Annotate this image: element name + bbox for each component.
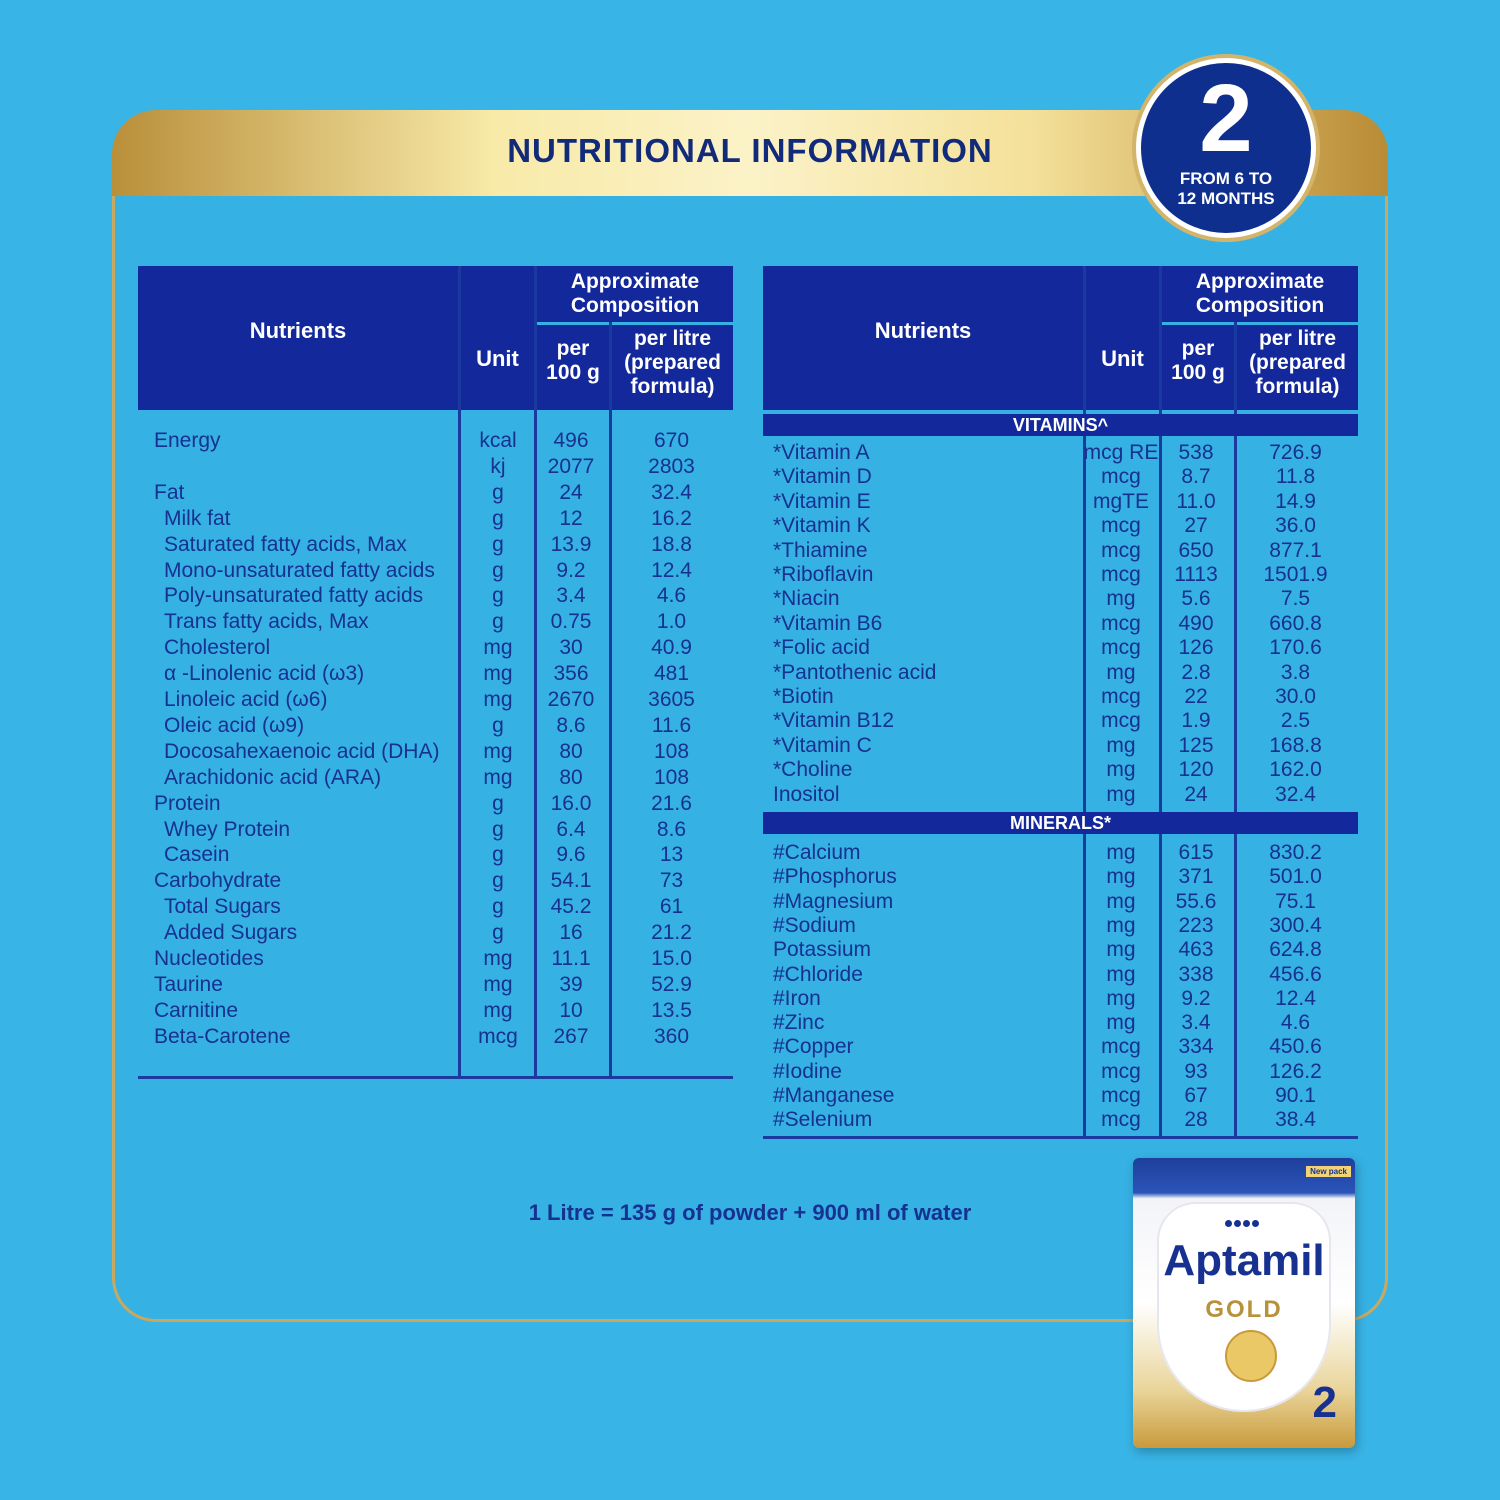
nutrient-per-100g: 11.1 bbox=[551, 947, 591, 970]
nutrient-per-100g: 22 bbox=[1184, 685, 1208, 708]
nutrient-per-litre: 660.8 bbox=[1269, 611, 1322, 635]
left-per100-line1: per bbox=[556, 337, 590, 360]
nutrient-per-litre: 300.4 bbox=[1269, 913, 1322, 937]
nutrient-per-litre: 38.4 bbox=[1275, 1108, 1316, 1132]
nutrient-unit: mg bbox=[1106, 962, 1136, 986]
nutrient-unit: mg bbox=[483, 998, 513, 1022]
nutrient-unit: mcg bbox=[1101, 1108, 1141, 1132]
nutrient-unit: mg bbox=[1106, 782, 1136, 806]
left-header-per100 bbox=[537, 325, 609, 410]
nutrient-unit: g bbox=[492, 791, 504, 815]
right-divider-2 bbox=[1159, 266, 1162, 414]
right-perlitre-line3: formula) bbox=[1255, 375, 1340, 398]
nutrient-per-litre: 36.0 bbox=[1275, 514, 1316, 538]
nutrient-per-100g: 490 bbox=[1178, 611, 1214, 635]
nutrient-name: Oleic acid (ω9) bbox=[164, 713, 305, 737]
nutrient-per-100g: 2077 bbox=[547, 454, 595, 478]
nutrient-per-100g: 80 bbox=[559, 765, 583, 789]
nutrient-per-100g: 371 bbox=[1178, 865, 1214, 889]
pack-brand: Aptamil bbox=[1163, 1236, 1325, 1285]
nutrient-name: Casein bbox=[164, 843, 230, 867]
nutrient-per-litre: 3.8 bbox=[1280, 660, 1311, 684]
nutrient-name: #Selenium bbox=[773, 1108, 873, 1132]
nutrient-per-100g: 8.6 bbox=[556, 713, 586, 737]
nutrient-per-litre: 1.0 bbox=[656, 610, 687, 634]
page-title: NUTRITIONAL INFORMATION bbox=[507, 132, 993, 169]
nutrient-unit: g bbox=[492, 843, 504, 867]
nutrient-name: Energy bbox=[154, 429, 221, 452]
left-per100-line2: 100 g bbox=[546, 361, 600, 384]
nutrient-per-litre: 11.8 bbox=[1275, 465, 1316, 489]
nutrient-name: #Manganese bbox=[773, 1084, 895, 1107]
nutrient-unit: mg bbox=[1106, 938, 1136, 962]
nutrient-per-100g: 126 bbox=[1178, 636, 1214, 660]
nutrient-name: *Vitamin B6 bbox=[773, 611, 883, 635]
nutrient-per-100g: 338 bbox=[1178, 962, 1214, 986]
nutrient-per-litre: 501.0 bbox=[1269, 865, 1322, 889]
nutrient-per-litre: 360 bbox=[653, 1024, 690, 1048]
nutrient-name: Added Sugars bbox=[164, 921, 298, 945]
nutrient-per-100g: 223 bbox=[1178, 913, 1214, 937]
nutrient-name: *Riboflavin bbox=[773, 563, 874, 586]
right-per100-line2: 100 g bbox=[1171, 361, 1225, 384]
nutrient-per-100g: 67 bbox=[1184, 1084, 1208, 1107]
nutrient-name: *Vitamin C bbox=[773, 733, 872, 757]
nutrient-unit: mg bbox=[1106, 1011, 1136, 1035]
pack-new-tag: New pack bbox=[1306, 1166, 1351, 1177]
product-pack-image bbox=[1133, 1158, 1355, 1448]
nutrient-per-litre: 30.0 bbox=[1275, 685, 1316, 708]
nutrient-unit: mcg bbox=[1101, 636, 1141, 660]
nutrient-unit: g bbox=[492, 532, 504, 556]
stage-number: 2 bbox=[1199, 65, 1253, 172]
nutrient-per-100g: 24 bbox=[1184, 782, 1208, 806]
nutrient-per-litre: 11.6 bbox=[651, 713, 692, 737]
nutrient-name: *Vitamin D bbox=[773, 465, 872, 489]
right-approx-line2: Composition bbox=[1195, 294, 1325, 317]
nutrient-per-100g: 54.1 bbox=[550, 869, 592, 893]
nutrient-name: *Vitamin B12 bbox=[773, 709, 895, 733]
nutrient-per-litre: 2.5 bbox=[1280, 709, 1311, 733]
nutrient-unit: mcg bbox=[1101, 514, 1141, 538]
nutrient-per-litre: 18.8 bbox=[651, 532, 692, 556]
nutrient-name: Saturated fatty acids, Max bbox=[164, 532, 407, 556]
nutrient-per-litre: 670 bbox=[653, 429, 690, 452]
nutrient-unit: mg bbox=[1106, 841, 1136, 864]
nutrient-per-100g: 463 bbox=[1178, 938, 1214, 962]
nutrient-unit: mcg bbox=[1101, 709, 1141, 733]
nutrient-unit: mcg bbox=[1101, 538, 1141, 562]
right-bottom-rule bbox=[763, 1136, 1358, 1139]
nutrient-per-100g: 13.9 bbox=[550, 532, 592, 556]
right-divider-3 bbox=[1234, 322, 1237, 414]
nutrient-name: Inositol bbox=[773, 782, 840, 806]
nutrient-per-litre: 456.6 bbox=[1269, 962, 1322, 986]
nutrient-per-100g: 0.75 bbox=[550, 610, 592, 634]
nutrient-unit: mg bbox=[483, 972, 513, 996]
nutrient-unit: mcg bbox=[1101, 1084, 1141, 1107]
nutrient-per-litre: 13 bbox=[659, 843, 684, 867]
nutrient-per-100g: 9.6 bbox=[556, 843, 586, 867]
preparation-note: 1 Litre = 135 g of powder + 900 ml of water bbox=[528, 1200, 972, 1225]
nutrient-per-litre: 168.8 bbox=[1269, 733, 1322, 757]
nutrient-per-100g: 80 bbox=[559, 739, 583, 763]
nutrient-name: Fat bbox=[154, 480, 185, 504]
nutrient-name: #Zinc bbox=[773, 1011, 825, 1035]
nutrient-per-100g: 3.4 bbox=[556, 584, 586, 608]
left-header-nutrients bbox=[138, 266, 458, 410]
nutrient-per-100g: 9.2 bbox=[1181, 986, 1211, 1010]
nutrient-unit: mg bbox=[483, 765, 513, 789]
nutrient-name: Beta-Carotene bbox=[154, 1024, 291, 1048]
nutrient-unit: mg bbox=[1106, 587, 1136, 611]
nutrient-per-100g: 615 bbox=[1178, 841, 1214, 864]
left-header-unit-label: Unit bbox=[476, 346, 519, 371]
nutrient-name: *Vitamin A bbox=[773, 441, 870, 464]
nutrient-name: *Vitamin K bbox=[773, 514, 871, 538]
nutrient-name: Poly-unsaturated fatty acids bbox=[164, 584, 424, 608]
stage-age-line2: 12 MONTHS bbox=[1177, 189, 1275, 208]
nutrient-unit: g bbox=[492, 610, 504, 634]
nutrient-name: Carnitine bbox=[154, 998, 239, 1022]
nutrient-name: *Folic acid bbox=[773, 636, 870, 660]
nutrient-per-100g: 650 bbox=[1178, 538, 1214, 562]
nutrient-name: #Chloride bbox=[773, 962, 863, 986]
nutrient-per-litre: 13.5 bbox=[651, 998, 692, 1022]
left-perlitre-line1: per litre bbox=[633, 327, 712, 350]
nutrient-per-100g: 93 bbox=[1184, 1059, 1208, 1083]
nutrient-name: Nucleotides bbox=[154, 947, 264, 970]
nutrient-per-100g: 16 bbox=[559, 921, 583, 945]
nutrient-per-litre: 2803 bbox=[648, 454, 695, 478]
nutrient-unit: mg bbox=[1106, 865, 1136, 889]
nutrient-per-litre: 90.1 bbox=[1275, 1084, 1316, 1107]
nutrient-per-litre: 830.2 bbox=[1269, 841, 1322, 864]
nutrient-per-100g: 2.8 bbox=[1181, 660, 1211, 684]
nutrient-unit: mcg bbox=[478, 1024, 518, 1048]
nutrient-per-litre: 108 bbox=[653, 765, 690, 789]
nutrient-unit: g bbox=[492, 713, 504, 737]
nutrient-per-100g: 538 bbox=[1178, 441, 1214, 464]
nutrient-per-litre: 40.9 bbox=[651, 636, 692, 660]
right-header-unit-label: Unit bbox=[1101, 346, 1144, 371]
nutrient-per-litre: 1501.9 bbox=[1263, 563, 1328, 586]
nutrient-name: #Calcium bbox=[773, 841, 861, 864]
nutrient-per-litre: 3605 bbox=[648, 688, 695, 711]
nutrient-name: Linoleic acid (ω6) bbox=[164, 688, 328, 711]
nutrient-unit: g bbox=[492, 817, 504, 841]
nutrient-per-litre: 170.6 bbox=[1269, 636, 1322, 660]
nutrient-name: Carbohydrate bbox=[154, 869, 282, 893]
nutrient-per-litre: 14.9 bbox=[1275, 489, 1316, 513]
nutrient-per-100g: 3.4 bbox=[1181, 1011, 1211, 1035]
nutrient-name: *Vitamin E bbox=[773, 489, 871, 513]
nutrient-name: Arachidonic acid (ARA) bbox=[164, 765, 382, 789]
left-approx-line1: Approximate bbox=[570, 270, 700, 293]
nutrient-per-litre: 12.4 bbox=[1275, 986, 1316, 1010]
nutrient-per-100g: 5.6 bbox=[1181, 587, 1211, 611]
nutrient-per-litre: 75.1 bbox=[1275, 889, 1316, 913]
nutrient-unit: mg bbox=[483, 636, 513, 660]
nutrient-per-litre: 52.9 bbox=[651, 972, 692, 996]
nutrient-unit: mg bbox=[1106, 758, 1136, 782]
nutrient-unit: mgTE bbox=[1092, 489, 1149, 513]
nutrient-unit: mg bbox=[483, 662, 513, 686]
nutrient-per-litre: 15.0 bbox=[651, 947, 692, 970]
right-divider-1 bbox=[1083, 266, 1086, 414]
nutrient-unit: g bbox=[492, 869, 504, 893]
nutrient-unit: g bbox=[492, 506, 504, 530]
nutrient-name: Trans fatty acids, Max bbox=[164, 610, 369, 634]
nutrient-unit: mg bbox=[1106, 913, 1136, 937]
nutrient-per-litre: 624.8 bbox=[1269, 938, 1322, 962]
right-header-unit bbox=[1086, 266, 1159, 410]
nutrient-per-100g: 1113 bbox=[1174, 563, 1218, 586]
nutrient-unit: mcg RE bbox=[1083, 441, 1159, 464]
nutrient-per-litre: 726.9 bbox=[1269, 441, 1322, 464]
nutrient-per-100g: 334 bbox=[1178, 1035, 1214, 1059]
nutrient-per-100g: 120 bbox=[1178, 758, 1214, 782]
left-header-perlitre bbox=[612, 325, 733, 410]
nutrient-unit: mcg bbox=[1101, 1059, 1141, 1083]
nutrient-per-100g: 496 bbox=[553, 429, 589, 452]
nutrient-name: *Biotin bbox=[773, 685, 834, 708]
nutrient-unit: mcg bbox=[1101, 1035, 1141, 1059]
nutrient-per-100g: 45.2 bbox=[550, 895, 592, 919]
nutrient-name: Potassium bbox=[773, 938, 872, 962]
nutrient-per-100g: 8.7 bbox=[1181, 465, 1211, 489]
right-approx-line1: Approximate bbox=[1195, 270, 1325, 293]
right-header-nutrients-label: Nutrients bbox=[874, 318, 972, 343]
left-approx-line2: Composition bbox=[570, 294, 700, 317]
nutrient-unit: g bbox=[492, 921, 504, 945]
nutrient-per-100g: 16.0 bbox=[550, 791, 592, 815]
nutrient-unit: kcal bbox=[479, 429, 517, 452]
nutrient-per-litre: 21.2 bbox=[651, 921, 692, 945]
nutrient-unit: mcg bbox=[1101, 685, 1141, 708]
nutrient-name: *Niacin bbox=[773, 587, 840, 611]
nutrient-per-litre: 21.6 bbox=[651, 791, 692, 815]
nutrient-name: #Magnesium bbox=[773, 889, 894, 913]
nutrient-per-litre: 450.6 bbox=[1269, 1035, 1322, 1059]
nutrient-unit: g bbox=[492, 895, 504, 919]
nutrient-per-litre: 7.5 bbox=[1280, 587, 1311, 611]
nutrient-per-litre: 108 bbox=[653, 739, 690, 763]
nutrient-per-100g: 9.2 bbox=[556, 558, 586, 582]
pack-seal-icon bbox=[1225, 1330, 1277, 1382]
nutrient-per-100g: 12 bbox=[559, 506, 583, 530]
nutrient-per-100g: 30 bbox=[559, 636, 583, 660]
nutrient-name: #Phosphorus bbox=[773, 865, 897, 889]
nutrient-per-100g: 10 bbox=[559, 998, 583, 1022]
nutrient-per-litre: 12.4 bbox=[651, 558, 692, 582]
nutrient-per-100g: 6.4 bbox=[556, 817, 586, 841]
nutrient-name: #Copper bbox=[773, 1035, 854, 1059]
nutrient-name: #Sodium bbox=[773, 913, 856, 937]
right-header-per100 bbox=[1162, 325, 1234, 410]
left-header-unit bbox=[461, 266, 534, 410]
nutrient-name: Mono-unsaturated fatty acids bbox=[164, 558, 435, 582]
nutrient-unit: g bbox=[492, 584, 504, 608]
nutrient-per-litre: 4.6 bbox=[656, 584, 687, 608]
stage-badge bbox=[1136, 58, 1316, 238]
nutrient-unit: kj bbox=[490, 454, 506, 478]
nutrient-per-litre: 73 bbox=[659, 869, 684, 893]
left-perlitre-line3: formula) bbox=[630, 375, 715, 398]
nutrient-name: Docosahexaenoic acid (DHA) bbox=[164, 739, 440, 763]
stage-age-line1: FROM 6 TO bbox=[1179, 169, 1273, 188]
nutrient-unit: g bbox=[492, 558, 504, 582]
nutrient-per-100g: 28 bbox=[1184, 1108, 1208, 1132]
nutrient-per-litre: 481 bbox=[653, 662, 690, 686]
nutrient-per-100g: 2670 bbox=[547, 688, 595, 711]
nutrient-per-100g: 55.6 bbox=[1175, 889, 1217, 913]
right-perlitre-line1: per litre bbox=[1258, 327, 1337, 350]
nutrient-per-100g: 1.9 bbox=[1181, 709, 1211, 733]
nutrient-unit: mg bbox=[483, 947, 513, 970]
nutrient-per-100g: 11.0 bbox=[1176, 489, 1216, 513]
right-header-approx bbox=[1162, 266, 1358, 322]
nutrient-unit: mg bbox=[483, 688, 513, 711]
right-header-nutrients bbox=[763, 266, 1083, 410]
nutrient-per-100g: 24 bbox=[559, 480, 583, 504]
nutrient-name: Total Sugars bbox=[164, 895, 281, 919]
nutrient-unit: mcg bbox=[1101, 611, 1141, 635]
nutrient-name: Milk fat bbox=[164, 506, 231, 530]
nutrient-per-100g: 125 bbox=[1178, 733, 1214, 757]
nutrient-unit: g bbox=[492, 480, 504, 504]
nutrient-per-litre: 126.2 bbox=[1269, 1059, 1322, 1083]
nutrient-per-litre: 32.4 bbox=[1275, 782, 1316, 806]
nutrient-name: Cholesterol bbox=[164, 636, 271, 660]
right-header-perlitre bbox=[1237, 325, 1358, 410]
pack-dots-icon bbox=[1225, 1214, 1265, 1228]
nutrient-unit: mg bbox=[1106, 889, 1136, 913]
nutrient-per-litre: 877.1 bbox=[1269, 538, 1322, 562]
nutrient-name: *Pantothenic acid bbox=[773, 660, 937, 684]
nutrient-per-100g: 39 bbox=[559, 972, 583, 996]
nutrient-name: #Iron bbox=[773, 986, 821, 1010]
nutrient-name: *Choline bbox=[773, 758, 853, 782]
left-header-nutrients-label: Nutrients bbox=[249, 318, 347, 343]
left-perlitre-line2: (prepared bbox=[624, 351, 721, 374]
nutrient-per-100g: 27 bbox=[1184, 514, 1208, 538]
pack-stage: 2 bbox=[1312, 1378, 1337, 1427]
right-perlitre-line2: (prepared bbox=[1249, 351, 1346, 374]
nutrient-name: #Iodine bbox=[773, 1059, 842, 1083]
nutrient-unit: mg bbox=[1106, 660, 1136, 684]
nutrient-unit: mcg bbox=[1101, 563, 1141, 586]
nutrient-unit: mg bbox=[1106, 986, 1136, 1010]
nutrient-name: Whey Protein bbox=[164, 817, 291, 841]
left-header-approx bbox=[537, 266, 733, 322]
nutrient-per-litre: 4.6 bbox=[1280, 1011, 1311, 1035]
left-bottom-rule bbox=[138, 1076, 733, 1079]
nutrient-per-litre: 32.4 bbox=[651, 480, 692, 504]
nutrient-per-litre: 162.0 bbox=[1269, 758, 1322, 782]
nutrient-unit: mcg bbox=[1101, 465, 1141, 489]
vitamins-section-header: VITAMINS^ bbox=[763, 414, 1358, 436]
nutrient-name: *Thiamine bbox=[773, 538, 868, 562]
nutrient-per-litre: 16.2 bbox=[651, 506, 692, 530]
nutrient-per-100g: 267 bbox=[553, 1024, 589, 1048]
nutrient-name: Protein bbox=[154, 791, 221, 815]
nutrient-per-100g: 356 bbox=[553, 662, 589, 686]
nutrient-per-litre: 61 bbox=[659, 895, 684, 919]
nutrient-unit: mg bbox=[483, 739, 513, 763]
nutrient-unit: mg bbox=[1106, 733, 1136, 757]
minerals-section-header: MINERALS* bbox=[763, 812, 1358, 834]
right-per100-line1: per bbox=[1181, 337, 1215, 360]
nutrient-name: Taurine bbox=[154, 972, 223, 996]
nutrient-name: α -Linolenic acid (ω3) bbox=[164, 662, 365, 686]
pack-tier: GOLD bbox=[1205, 1296, 1283, 1323]
nutrient-per-litre: 8.6 bbox=[656, 817, 687, 841]
